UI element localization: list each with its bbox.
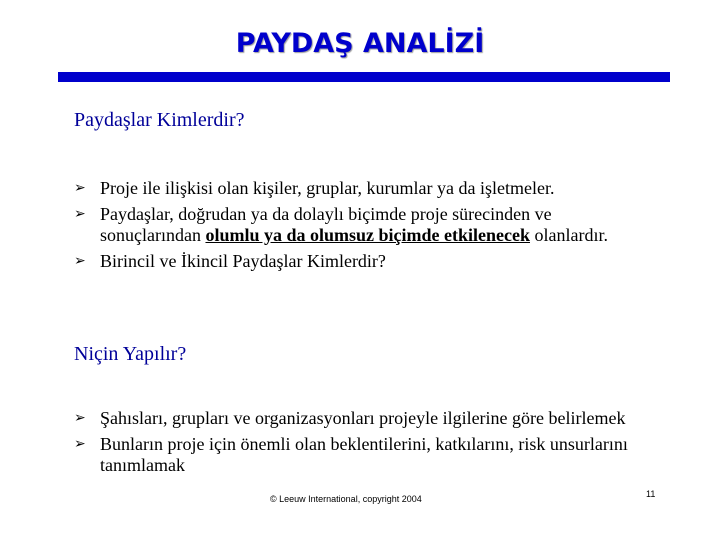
why-bullet-list (74, 408, 654, 481)
slide-title: PAYDAŞ ANALİZİ (235, 28, 485, 59)
list-item (74, 251, 654, 272)
copyright-footer: © Leeuw International, copyright 2004 (270, 494, 422, 504)
bullet-text: Birincil ve İkincil Paydaşlar Kimlerdir? (100, 251, 386, 271)
arrow-bullet-icon: ➢ (74, 180, 86, 196)
bullet-text: Şahısları, grupları ve organizasyonları projeyle ilgilerine göre belirlemek (100, 408, 626, 428)
section-heading-why: Niçin Yapılır? (74, 343, 187, 365)
bullet-text: Proje ile ilişkisi olan kişiler, gruplar, kurumlar ya da işletmeler. (100, 178, 555, 198)
bullet-text: Bunların proje için önemli olan beklentilerini, katkılarını, risk unsurlarını tanımlamak (100, 434, 628, 475)
list-item (74, 178, 654, 199)
section-heading-stakeholders: Paydaşlar Kimlerdir? (74, 109, 245, 131)
arrow-bullet-icon: ➢ (74, 253, 86, 269)
list-item (74, 408, 654, 429)
arrow-bullet-icon: ➢ (74, 436, 86, 452)
list-item (74, 204, 654, 246)
emphasized-text: olumlu ya da olumsuz biçimde etkilenecek (205, 225, 530, 245)
title-divider (58, 72, 670, 82)
bullet-text: Paydaşlar, doğrudan ya da dolaylı biçimde proje sürecinden ve sonuçlarından (100, 204, 552, 245)
page-number: 11 (646, 489, 656, 499)
arrow-bullet-icon: ➢ (74, 206, 86, 222)
bullet-text: olanlardır. (529, 225, 608, 245)
stakeholders-bullet-list (74, 178, 654, 277)
arrow-bullet-icon: ➢ (74, 410, 86, 426)
list-item (74, 434, 654, 476)
